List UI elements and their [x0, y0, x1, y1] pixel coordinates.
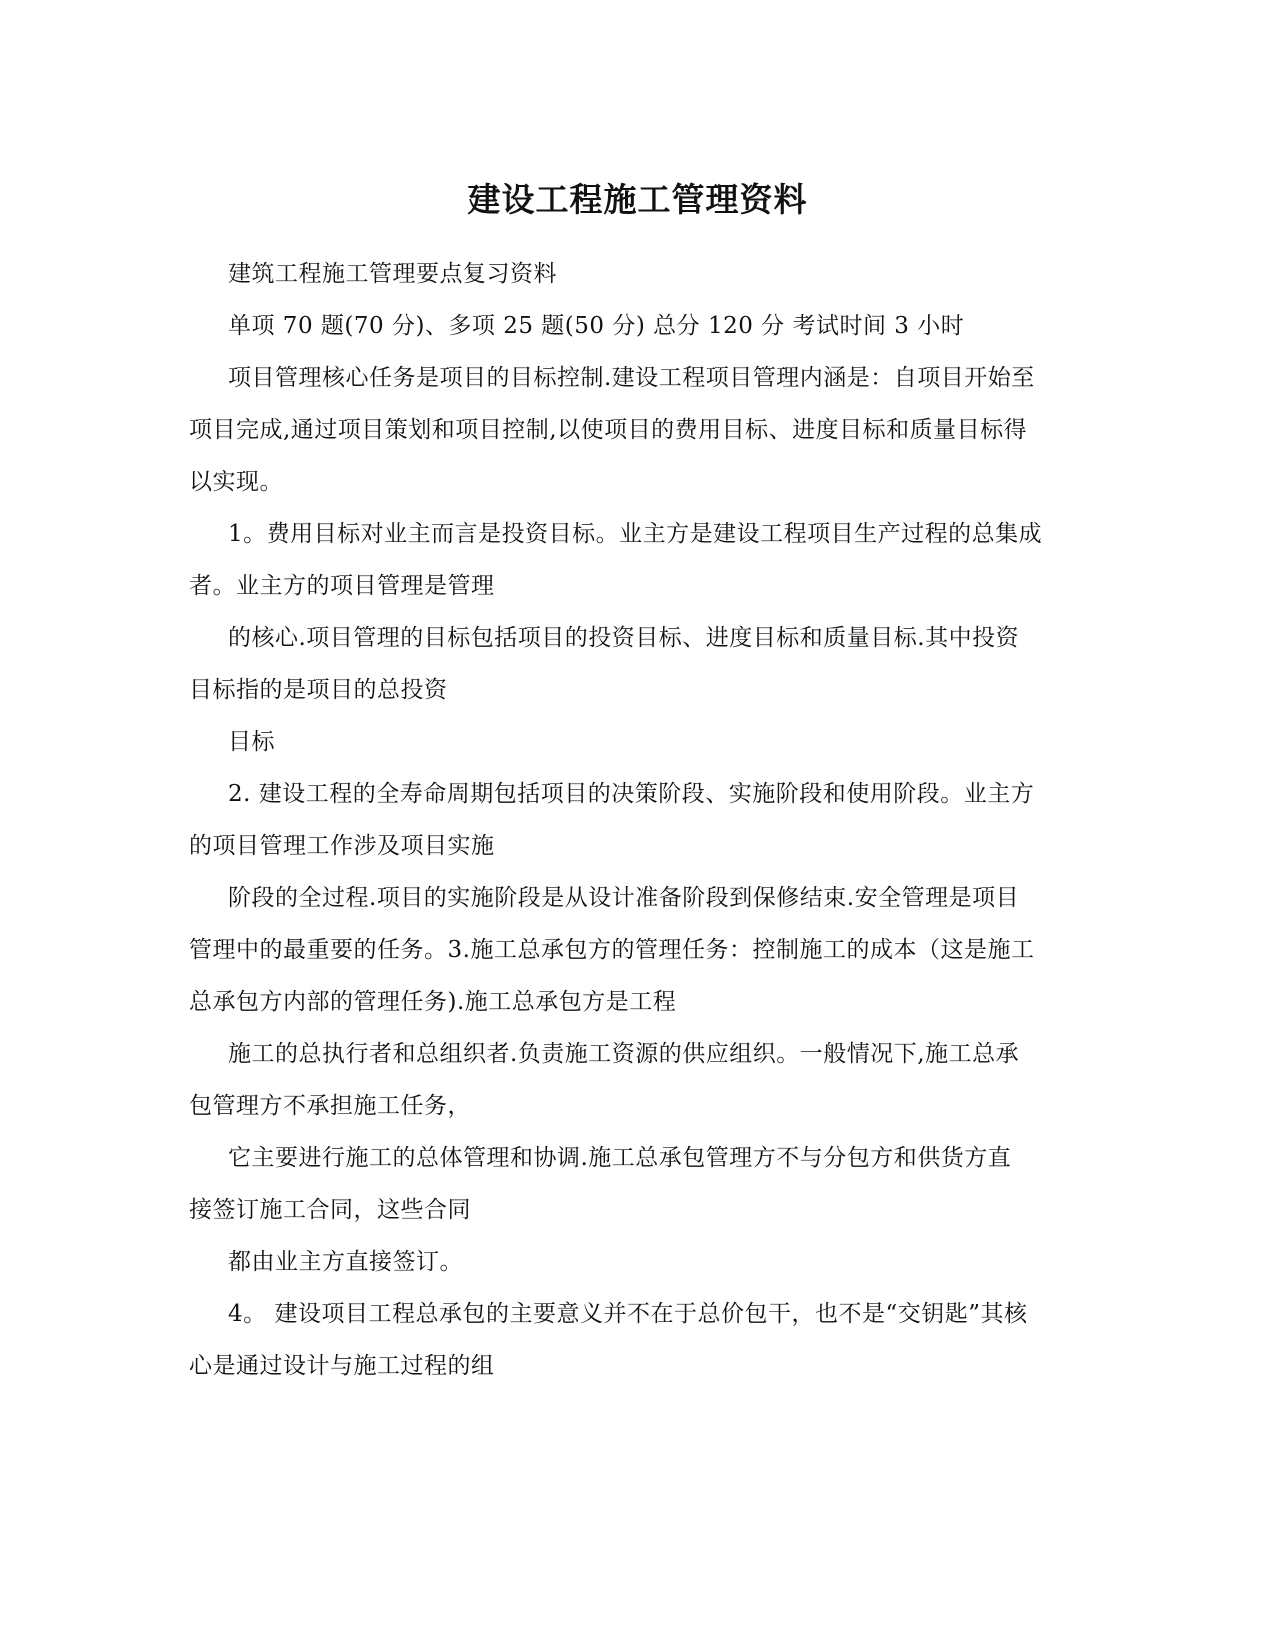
exam-info-line: 单项 70 题(70 分)、多项 25 题(50 分) 总分 120 分 考试时间 3 小时 [228, 313, 965, 339]
paragraph-line: 以实现。 [189, 469, 283, 495]
paragraph-line: 项目完成,通过项目策划和项目控制,以使项目的费用目标、进度目标和质量目标得 [189, 417, 1028, 443]
paragraph-line: 的核心.项目管理的目标包括项目的投资目标、进度目标和质量目标.其中投资 [228, 625, 1020, 651]
paragraph-line: 心是通过设计与施工过程的组 [189, 1353, 495, 1379]
paragraph-line: 4。 建设项目工程总承包的主要意义并不在于总价包干，也不是“交钥匙”其核 [228, 1301, 1028, 1327]
paragraph-line: 项目管理核心任务是项目的目标控制.建设工程项目管理内涵是：自项目开始至 [228, 365, 1035, 391]
paragraph-line: 都由业主方直接签订。 [228, 1249, 463, 1275]
paragraph-line: 1。费用目标对业主而言是投资目标。业主方是建设工程项目生产过程的总集成 [228, 521, 1043, 547]
paragraph-line: 者。业主方的项目管理是管理 [189, 573, 495, 599]
paragraph-line: 管理中的最重要的任务。3.施工总承包方的管理任务：控制施工的成本（这是施工 [189, 937, 1035, 963]
paragraph-line: 总承包方内部的管理任务).施工总承包方是工程 [189, 989, 677, 1015]
document-title: 建设工程施工管理资料 [467, 180, 808, 219]
paragraph-line: 2. 建设工程的全寿命周期包括项目的决策阶段、实施阶段和使用阶段。业主方 [228, 781, 1035, 807]
paragraph-line: 施工的总执行者和总组织者.负责施工资源的供应组织。一般情况下,施工总承 [228, 1041, 1020, 1067]
paragraph-line: 目标指的是项目的总投资 [189, 677, 448, 703]
paragraph-line: 包管理方不承担施工任务， [189, 1093, 471, 1119]
paragraph-line: 目标 [228, 729, 275, 755]
paragraph-line: 阶段的全过程.项目的实施阶段是从设计准备阶段到保修结束.安全管理是项目 [228, 885, 1020, 911]
subtitle-line: 建筑工程施工管理要点复习资料 [228, 261, 557, 287]
paragraph-line: 它主要进行施工的总体管理和协调.施工总承包管理方不与分包方和供货方直 [228, 1145, 1012, 1171]
paragraph-line: 接签订施工合同，这些合同 [189, 1197, 471, 1223]
paragraph-line: 的项目管理工作涉及项目实施 [189, 833, 495, 859]
